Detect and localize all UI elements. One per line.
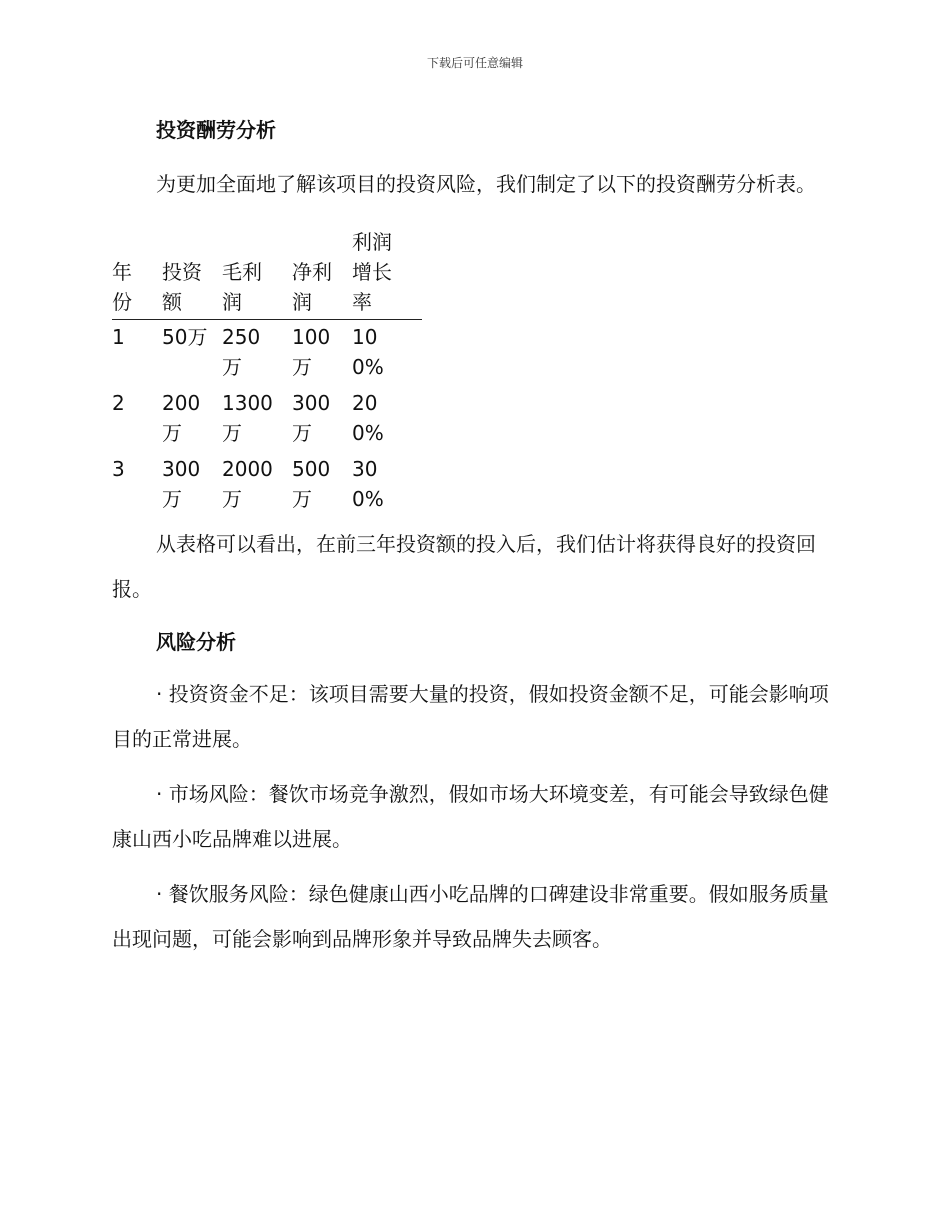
table-row xyxy=(112,452,422,518)
cell-investment: 300万 xyxy=(162,457,201,511)
header-gross-profit: 毛利润 xyxy=(222,227,292,320)
roi-table xyxy=(112,227,422,518)
page-header: 下载后可任意编辑 xyxy=(426,56,523,70)
cell-gross-profit: 1300万 xyxy=(222,391,273,445)
roi-heading: 投资酬劳分析 xyxy=(156,118,276,142)
header-net-profit: 净利润 xyxy=(292,227,352,320)
table-row xyxy=(112,320,422,387)
cell-year: 2 xyxy=(112,391,125,415)
risk-item-funding: · 投资资金不足：该项目需要大量的投资，假如投资金额不足，可能会影响项目的正常进展。 xyxy=(112,682,829,751)
risk-item-service: · 餐饮服务风险：绿色健康山西小吃品牌的口碑建设非常重要。假如服务质量出现问题，可能会影响到品牌形象并导致品牌失去顾客。 xyxy=(112,882,829,951)
risk-heading: 风险分析 xyxy=(156,630,236,654)
header-investment: 投资额 xyxy=(162,227,222,320)
cell-growth-rate: 100% xyxy=(352,325,384,379)
table-row xyxy=(112,386,422,452)
roi-intro-paragraph: 为更加全面地了解该项目的投资风险，我们制定了以下的投资酬劳分析表。 xyxy=(156,172,816,196)
header-year: 年份 xyxy=(112,227,162,320)
cell-net-profit: 300万 xyxy=(292,391,331,445)
cell-growth-rate: 300% xyxy=(352,457,384,511)
cell-net-profit: 500万 xyxy=(292,457,331,511)
cell-gross-profit: 2000万 xyxy=(222,457,273,511)
table-header-row xyxy=(112,227,422,320)
cell-growth-rate: 200% xyxy=(352,391,384,445)
cell-investment: 200万 xyxy=(162,391,201,445)
cell-year: 1 xyxy=(112,325,125,349)
cell-net-profit: 100万 xyxy=(292,325,331,379)
roi-conclusion-paragraph: 从表格可以看出，在前三年投资额的投入后，我们估计将获得良好的投资回报。 xyxy=(112,532,816,601)
header-growth-rate: 利润增长率 xyxy=(352,227,422,320)
risk-item-market: · 市场风险：餐饮市场竞争激烈，假如市场大环境变差，有可能会导致绿色健康山西小吃品牌难以进展。 xyxy=(112,782,829,851)
cell-gross-profit: 250万 xyxy=(222,325,261,379)
cell-year: 3 xyxy=(112,457,125,481)
cell-investment: 50万 xyxy=(162,325,208,349)
document-body xyxy=(112,110,832,962)
